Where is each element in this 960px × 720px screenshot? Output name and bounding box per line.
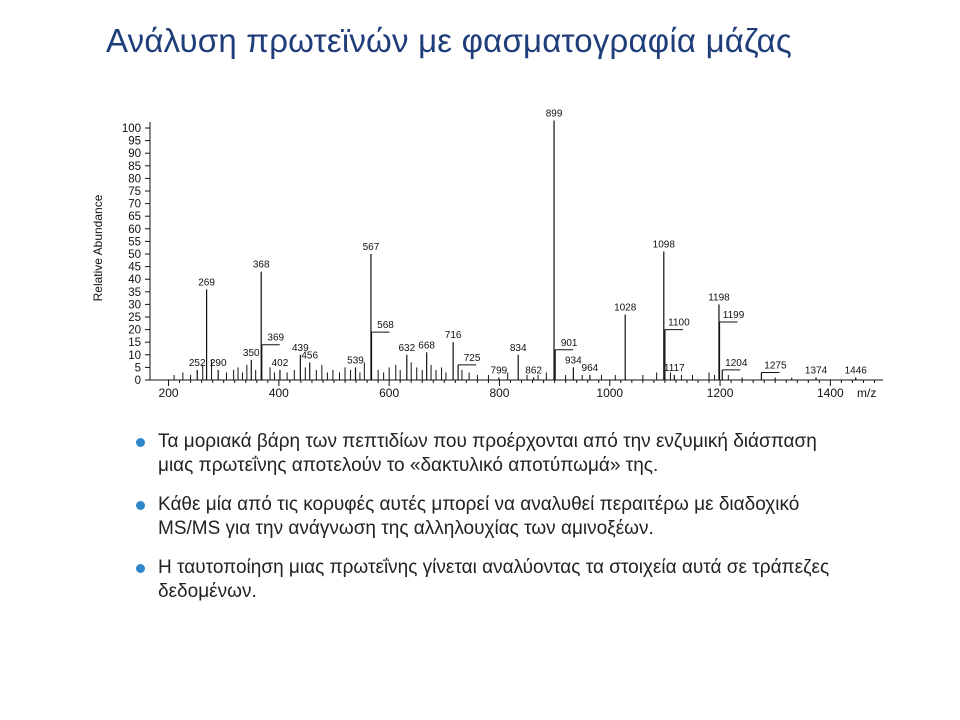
peak-label: 369	[267, 332, 285, 344]
y-tick-label: 75	[128, 186, 141, 198]
peak-label: 269	[198, 277, 215, 289]
x-tick-label: 600	[379, 386, 400, 400]
peak-label: 716	[444, 330, 462, 342]
peak-label: 1198	[708, 292, 730, 304]
bullet-item	[132, 556, 852, 604]
peak-label: 539	[347, 355, 364, 367]
bullet-item	[132, 430, 852, 478]
peak-label: 439	[292, 342, 309, 354]
bullet-dot-icon	[136, 564, 145, 573]
peak-label: 252	[188, 357, 206, 369]
peak-label: 934	[565, 355, 582, 367]
peak-label: 1028	[614, 302, 637, 314]
peak-label: 290	[209, 357, 227, 369]
peak-label: 1275	[764, 360, 787, 372]
y-tick-label: 25	[128, 312, 141, 324]
x-tick-label: 200	[158, 386, 179, 400]
peak-label: 1204	[725, 357, 748, 369]
y-tick-label: 35	[128, 286, 141, 299]
bullet-text: Η ταυτοποίηση μιας πρωτεΐνης γίνεται αναλύοντας τα στοιχεία αυτά σε τράπεζες δεδομένων.	[158, 557, 830, 602]
peak-label: 834	[509, 342, 527, 354]
y-tick-label: 45	[128, 261, 141, 274]
x-axis-ticks	[159, 380, 875, 400]
peak-label: 568	[377, 320, 394, 332]
y-tick-label: 90	[128, 148, 141, 161]
y-tick-label: 100	[121, 123, 141, 135]
y-tick-label: 80	[128, 173, 141, 186]
y-axis-ticks	[122, 123, 150, 387]
x-tick-label: 800	[489, 386, 510, 400]
bullet-text: Κάθε μία από τις κορυφές αυτές μπορεί να αναλυθεί περαιτέρω με διαδοχικό MS/MS για την ανάγνωση της αλληλουχίας των αμινοξέων.	[158, 494, 800, 539]
y-tick-label: 95	[128, 135, 141, 148]
peak-label: 368	[252, 259, 270, 271]
bullet-dot-icon	[136, 438, 145, 447]
peak-label: 1100	[668, 317, 690, 329]
y-tick-label: 65	[128, 211, 141, 224]
peak-label: 1374	[804, 365, 828, 377]
bullet-list	[132, 430, 852, 619]
x-tick-label: 400	[268, 386, 289, 400]
peak-label: 1446	[844, 365, 867, 377]
y-tick-label: 20	[128, 324, 141, 337]
peak-label: 668	[418, 340, 435, 352]
y-axis-label: Relative Abundance	[91, 194, 105, 302]
y-tick-label: 60	[128, 223, 141, 236]
labeled-peaks	[189, 108, 867, 380]
x-tick-label: 1400	[817, 386, 844, 400]
y-tick-label: 55	[128, 236, 141, 249]
peak-label: 1199	[722, 310, 745, 322]
peak-label: 899	[545, 108, 563, 120]
peak-label: 799	[490, 365, 508, 377]
x-axis-label: m/z	[857, 386, 877, 400]
y-tick-label: 0	[134, 375, 141, 387]
y-tick-label: 15	[128, 337, 141, 350]
peak-label: 402	[271, 357, 289, 369]
slide-title: Ανάλυση πρωτεϊνών με φασματογραφία μάζας	[106, 22, 792, 59]
y-tick-label: 85	[128, 160, 141, 173]
peak-label: 632	[398, 342, 416, 354]
y-tick-label: 70	[128, 198, 141, 211]
peak-label: 350	[242, 347, 260, 359]
x-tick-label: 1200	[706, 386, 734, 400]
peak-label: 567	[362, 242, 380, 253]
peak-label: 964	[581, 362, 599, 374]
chart-axes	[150, 122, 883, 380]
bullet-text: Τα μοριακά βάρη των πεπτιδίων που προέρχονται από την ενζυμική διάσπαση μιας πρωτεΐνης αποτελούν το «δακτυλικό αποτύπωμά» της.	[158, 431, 817, 476]
bullet-dot-icon	[136, 501, 145, 510]
x-tick-label: 1000	[596, 386, 624, 400]
peak-label: 862	[525, 365, 542, 377]
y-tick-label: 40	[128, 274, 141, 287]
y-tick-label: 10	[128, 349, 141, 362]
peak-label: 1117	[663, 362, 685, 374]
peak-label: 456	[301, 350, 319, 362]
y-tick-label: 5	[134, 362, 141, 375]
y-tick-label: 50	[128, 249, 141, 261]
peak-label: 725	[463, 352, 481, 364]
y-tick-label: 30	[128, 299, 141, 312]
bullet-item	[132, 493, 852, 541]
peak-label: 901	[560, 337, 578, 349]
peak-label: 1098	[652, 239, 675, 251]
